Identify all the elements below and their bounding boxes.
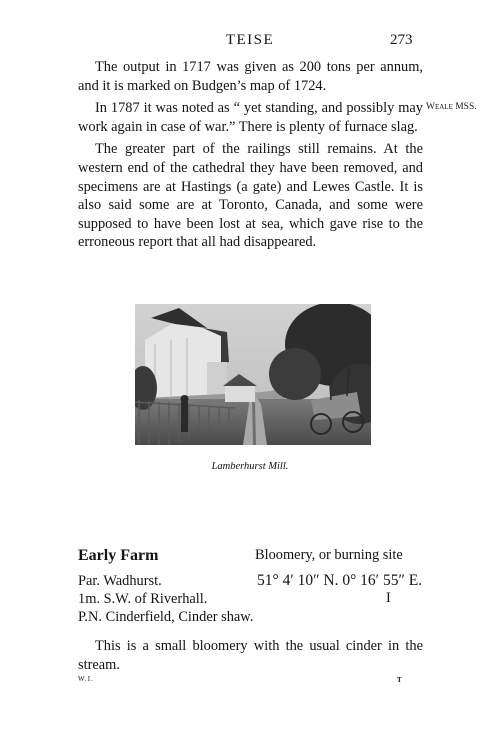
- running-head-title: TEISE: [225, 32, 275, 48]
- paragraph: This is a small bloomery with the usual cinder in the stream.: [78, 638, 423, 673]
- entry-parish: Par. Wadhurst.: [78, 573, 162, 589]
- entry-title: Early Farm: [78, 547, 159, 564]
- page-number: 273: [390, 32, 413, 48]
- entry-type: Bloomery, or burning site: [255, 547, 403, 563]
- closing-paragraph: [78, 637, 423, 675]
- body-text: [78, 58, 423, 256]
- paragraph: The output in 1717 was given as 200 tons per annum, and it is marked on Budgen’s map of 1724.: [78, 59, 423, 94]
- entry-place-names: P.N. Cinderfield, Cinder shaw.: [78, 609, 254, 625]
- paragraph: In 1787 it was noted as “ yet standing, and possibly may work again in case of war.” There is plenty of furnace slag.: [78, 100, 423, 135]
- photo-caption: Lamberhurst Mill.: [211, 461, 289, 472]
- entry-sheet-number: I: [386, 590, 391, 606]
- photograph-lamberhurst-mill: [135, 304, 371, 445]
- signature-right: T: [397, 676, 402, 684]
- entry-coordinates: 51° 4′ 10″ N. 0° 16′ 55″ E.: [257, 572, 423, 589]
- signature-left: W.I.: [78, 675, 94, 683]
- photo-illustration: [135, 304, 371, 445]
- margin-note: Weale MSS.: [426, 102, 477, 112]
- entry-location: 1m. S.W. of Riverhall.: [78, 591, 208, 607]
- paragraph: The greater part of the railings still remains. At the western end of the cathedral they have been removed, and specimens are at Hastings (a gate) and Lewes Castle. It is also said some are at Toronto, Canada, and some were supposed to have been lost at sea, which gave rise to the erroneous report that all had disappeared.: [78, 141, 423, 251]
